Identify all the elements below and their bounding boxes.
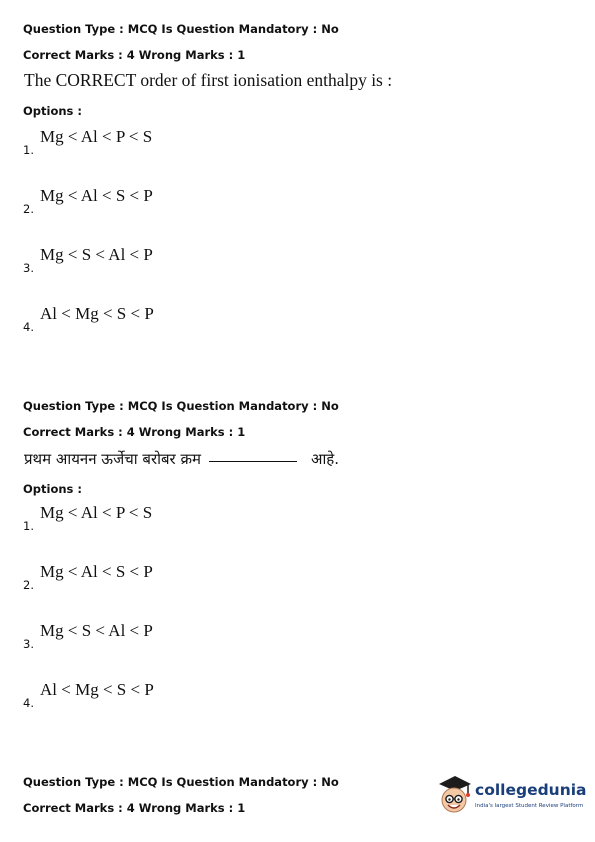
question-1-options-label: Options :: [23, 104, 82, 118]
question-2-option-2-text: Mg < Al < S < P: [40, 562, 153, 581]
question-1-option-1-number: 1.: [23, 143, 34, 157]
question-2-option-1-number: 1.: [23, 519, 34, 533]
question-1-option-4-number: 4.: [23, 320, 34, 334]
question-2-options-label: Options :: [23, 482, 82, 496]
collegedunia-logo: [435, 770, 585, 820]
question-2-option-3-number: 3.: [23, 637, 34, 651]
question-1-option-2-number: 2.: [23, 202, 34, 216]
question-1-option-1-text: Mg < Al < P < S: [40, 127, 153, 146]
logo-tagline: India's largest Student Review Platform: [475, 803, 584, 809]
answer-blank: [209, 461, 297, 462]
graduate-mascot-icon: [435, 772, 473, 818]
question-1-option-4-text: Al < Mg < S < P: [40, 304, 154, 323]
question-2-option-1-text: Mg < Al < P < S: [40, 503, 153, 522]
question-2-text-before: प्रथम आयनन ऊर्जेचा बरोबर क्रम: [24, 450, 201, 468]
question-2-text-after: आहे.: [310, 450, 340, 468]
question-3-marks: Correct Marks : 4 Wrong Marks : 1: [23, 801, 246, 815]
question-2-option-3-text: Mg < S < Al < P: [40, 621, 153, 640]
question-2-option-4-number: 4.: [23, 696, 34, 710]
question-1-text: The CORRECT order of first ionisation enthalpy is :: [24, 70, 393, 90]
question-2-text: [24, 449, 339, 469]
logo-name: collegedunia: [475, 781, 587, 799]
question-1-option-3-number: 3.: [23, 261, 34, 275]
question-2-marks: Correct Marks : 4 Wrong Marks : 1: [23, 425, 246, 439]
question-2-option-2-number: 2.: [23, 578, 34, 592]
question-2-option-4-text: Al < Mg < S < P: [40, 680, 154, 699]
question-1-type: Question Type : MCQ Is Question Mandatory : No: [23, 22, 339, 36]
question-1-option-3-text: Mg < S < Al < P: [40, 245, 153, 264]
question-1-marks: Correct Marks : 4 Wrong Marks : 1: [23, 48, 246, 62]
question-3-type: Question Type : MCQ Is Question Mandatory : No: [23, 775, 339, 789]
question-1-option-2-text: Mg < Al < S < P: [40, 186, 153, 205]
question-2-type: Question Type : MCQ Is Question Mandatory : No: [23, 399, 339, 413]
